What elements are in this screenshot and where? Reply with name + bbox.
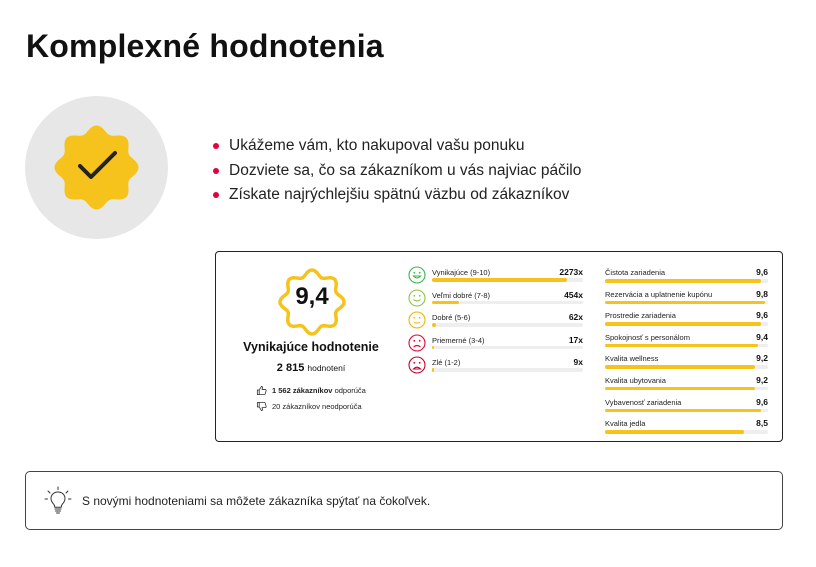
- distribution-bar-track: [432, 278, 583, 282]
- tip-box: [25, 471, 783, 530]
- distribution-count: 62x: [568, 312, 583, 322]
- rating-distribution: [408, 266, 583, 379]
- distribution-bar: [432, 368, 434, 372]
- thumbs-up-icon: [256, 385, 267, 396]
- overall-score: 9,4: [295, 283, 329, 310]
- criteria-label: Čistota zariadenia: [605, 268, 666, 277]
- criteria-bar-track: [605, 409, 768, 413]
- criteria-bar: [605, 430, 744, 434]
- distribution-row: [408, 289, 583, 312]
- rating-card: [215, 251, 783, 442]
- criteria-value: 9,6: [756, 267, 768, 277]
- criteria-bar: [605, 322, 761, 326]
- thumbs-down-icon: [256, 401, 267, 412]
- distribution-bar: [432, 346, 434, 350]
- distribution-count: 17x: [568, 334, 583, 345]
- criteria-value: 9,6: [756, 396, 768, 407]
- very-sad-face-icon: [408, 356, 426, 379]
- distribution-row: [408, 266, 583, 289]
- criteria-bar: [605, 387, 755, 391]
- criteria-bar-track: [605, 365, 768, 369]
- tip-text: S novými hodnoteniami sa môžete zákazníka spýtať na čokoľvek.: [82, 494, 431, 508]
- distribution-label: Dobré (5-6): [432, 313, 471, 322]
- criteria-label: Rezervácia a uplatnenie kupónu: [605, 289, 713, 299]
- criteria-row: [605, 331, 768, 353]
- criteria-bar-track: [605, 301, 768, 305]
- review-count: 2 815 hodnotení: [276, 362, 346, 374]
- criteria-row: [605, 288, 768, 310]
- criteria-bar-track: [605, 279, 768, 283]
- criteria-bar: [605, 301, 765, 305]
- distribution-bar-track: [432, 346, 583, 350]
- distribution-count: 454x: [564, 289, 583, 300]
- criteria-label: Prostredie zariadenia: [605, 311, 676, 321]
- criteria-value: 9,8: [756, 288, 768, 299]
- distribution-bar-track: [432, 323, 583, 327]
- distribution-row: [408, 356, 583, 379]
- happy-face-icon: [408, 289, 426, 312]
- criteria-row: [605, 352, 768, 374]
- criteria-value: 9,4: [756, 331, 768, 342]
- criteria-bar-track: [605, 387, 768, 391]
- criteria-row: [605, 266, 768, 288]
- benefits-list: [213, 134, 581, 208]
- distribution-label: Zlé (1-2): [432, 358, 461, 367]
- lightbulb-icon: [44, 486, 72, 516]
- distribution-count: 2273x: [559, 267, 583, 277]
- recommend-stat: 1 562 zákazníkov odporúča: [256, 385, 366, 396]
- distribution-count: 9x: [573, 357, 583, 367]
- criteria-bar-track: [605, 322, 768, 326]
- benefit-item: Ukážeme vám, kto nakupoval vašu ponuku: [213, 134, 581, 159]
- very-happy-face-icon: [408, 266, 426, 289]
- distribution-label: Veľmi dobré (7-8): [432, 290, 491, 300]
- criteria-bar: [605, 279, 761, 283]
- criteria-bar-track: [605, 344, 768, 348]
- criteria-label: Kvalita ubytovania: [605, 375, 666, 385]
- criteria-bar: [605, 365, 755, 369]
- distribution-label: Vynikajúce (9-10): [432, 268, 491, 277]
- distribution-bar-track: [432, 368, 583, 372]
- criteria-value: 9,2: [756, 353, 768, 364]
- criteria-bar-track: [605, 430, 768, 434]
- criteria-label: Kvalita jedla: [605, 419, 646, 429]
- criteria-list: [605, 266, 768, 439]
- criteria-bar: [605, 344, 758, 348]
- distribution-bar: [432, 301, 459, 305]
- criteria-value: 8,5: [756, 418, 768, 429]
- benefit-item: Získate najrýchlejšiu spätnú väzbu od zákazníkov: [213, 183, 581, 208]
- distribution-row: [408, 334, 583, 357]
- benefit-item: Dozviete sa, čo sa zákazníkom u vás najviac páčilo: [213, 159, 581, 184]
- criteria-label: Kvalita wellness: [605, 354, 659, 364]
- verified-badge: [25, 96, 168, 239]
- criteria-label: Vybavenosť zariadenia: [605, 397, 682, 407]
- criteria-bar: [605, 409, 761, 413]
- checkmark-badge-icon: [25, 96, 168, 239]
- criteria-value: 9,6: [756, 310, 768, 321]
- neutral-face-icon: [408, 311, 426, 334]
- not-recommend-stat: 20 zákazníkov neodporúča: [256, 401, 362, 412]
- score-label: Vynikajúce hodnotenie: [243, 340, 379, 354]
- distribution-row: [408, 311, 583, 334]
- distribution-bar: [432, 323, 436, 327]
- distribution-bar-track: [432, 301, 583, 305]
- criteria-row: [605, 309, 768, 331]
- sad-face-icon: [408, 334, 426, 357]
- distribution-bar: [432, 278, 567, 282]
- criteria-row: [605, 417, 768, 439]
- distribution-label: Priemerné (3-4): [432, 335, 485, 345]
- criteria-label: Spokojnosť s personálom: [605, 332, 690, 342]
- criteria-value: 9,2: [756, 374, 768, 385]
- criteria-row: [605, 374, 768, 396]
- page-title: Komplexné hodnotenia: [26, 28, 384, 64]
- criteria-row: [605, 396, 768, 418]
